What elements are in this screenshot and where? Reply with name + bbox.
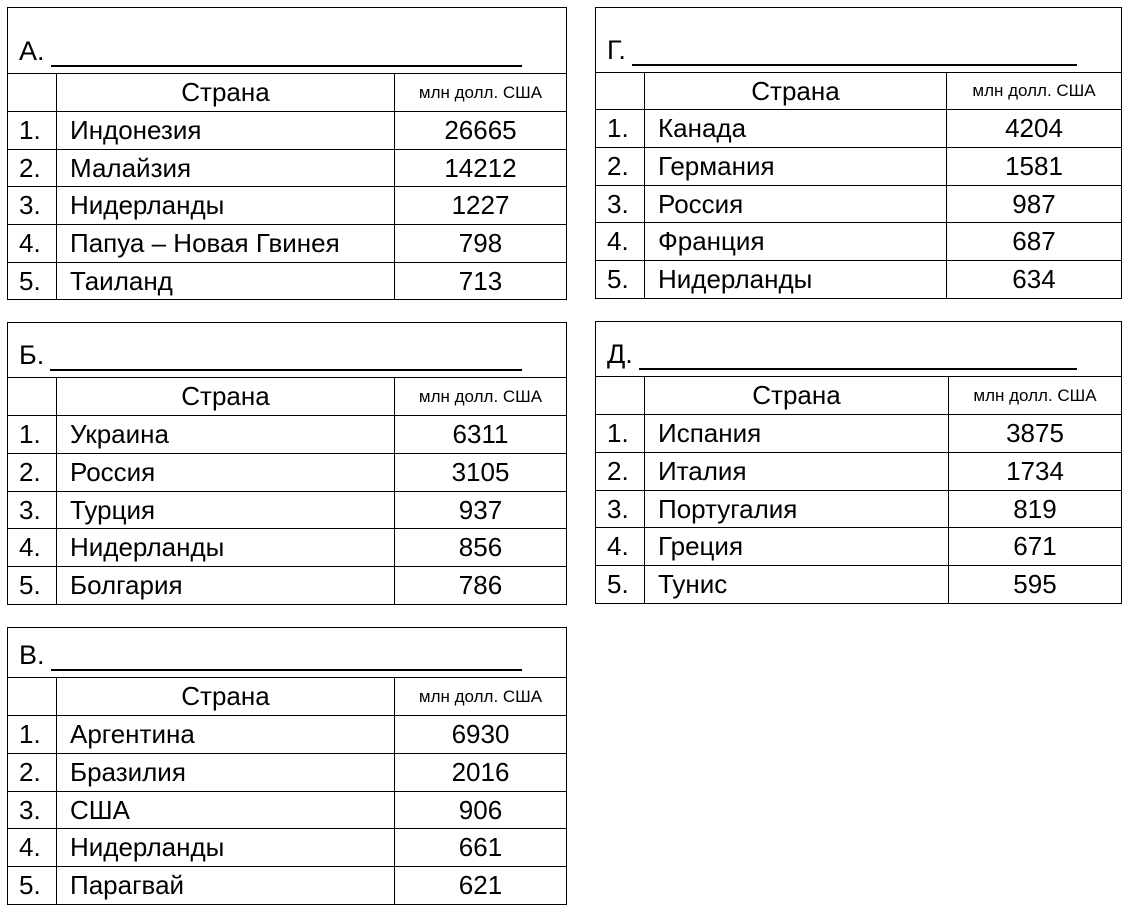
- row-value: 1734: [949, 453, 1122, 491]
- table-row: [8, 867, 567, 905]
- table-row: [8, 150, 567, 187]
- header-unit: млн долл. США: [395, 678, 567, 716]
- row-number: 5.: [596, 566, 645, 604]
- row-number: 2.: [596, 453, 645, 491]
- table-row: [8, 416, 567, 454]
- row-country: Украина: [57, 416, 395, 454]
- row-number: 2.: [8, 754, 57, 792]
- row-number: 4.: [596, 528, 645, 566]
- table-row: [596, 223, 1122, 261]
- row-number: 3.: [8, 492, 57, 529]
- row-value: 1581: [947, 148, 1122, 186]
- table-row: [596, 491, 1122, 528]
- row-number: 4.: [8, 829, 57, 867]
- row-country: Турция: [57, 492, 395, 529]
- row-country: Парагвай: [57, 867, 395, 905]
- table-row: [8, 716, 567, 754]
- row-value: 2016: [395, 754, 567, 792]
- row-country: Канада: [645, 110, 947, 148]
- row-country: Россия: [645, 186, 947, 223]
- header-country: Страна: [57, 678, 395, 716]
- table-row: [8, 225, 567, 263]
- table-v: [7, 627, 567, 905]
- row-number: 5.: [8, 567, 57, 605]
- table-row: [8, 754, 567, 792]
- row-value: 987: [947, 186, 1122, 223]
- answer-blank: [51, 647, 522, 671]
- row-country: Франция: [645, 223, 947, 261]
- row-value: 4204: [947, 110, 1122, 148]
- row-value: 687: [947, 223, 1122, 261]
- row-country: Италия: [645, 453, 949, 491]
- row-number: 2.: [8, 454, 57, 492]
- row-number: 1.: [596, 415, 645, 453]
- table-row: [8, 792, 567, 829]
- table-row: [596, 186, 1122, 223]
- row-value: 713: [395, 263, 567, 300]
- row-value: 6930: [395, 716, 567, 754]
- table-row: [8, 829, 567, 867]
- row-country: Аргентина: [57, 716, 395, 754]
- table-title: [8, 8, 567, 74]
- row-number: 4.: [8, 225, 57, 263]
- header-unit: млн долл. США: [395, 74, 567, 112]
- header-num: [8, 74, 57, 112]
- row-country: Болгария: [57, 567, 395, 605]
- row-country: Нидерланды: [57, 829, 395, 867]
- row-value: 786: [395, 567, 567, 605]
- table-title: [8, 628, 567, 678]
- row-value: 26665: [395, 112, 567, 150]
- table-a: [7, 7, 567, 300]
- table-row: [8, 492, 567, 529]
- table-row: [596, 415, 1122, 453]
- row-country: Португалия: [645, 491, 949, 528]
- row-number: 1.: [596, 110, 645, 148]
- header-num: [8, 378, 57, 416]
- row-value: 856: [395, 529, 567, 567]
- header-row: [8, 74, 567, 112]
- row-value: 6311: [395, 416, 567, 454]
- header-country: Страна: [57, 74, 395, 112]
- table-b: [7, 322, 567, 605]
- row-value: 671: [949, 528, 1122, 566]
- row-country: Греция: [645, 528, 949, 566]
- row-value: 819: [949, 491, 1122, 528]
- row-value: 3875: [949, 415, 1122, 453]
- row-value: 595: [949, 566, 1122, 604]
- table-label: Б.: [19, 340, 45, 370]
- row-number: 4.: [8, 529, 57, 567]
- table-row: [596, 261, 1122, 299]
- row-country: США: [57, 792, 395, 829]
- header-unit: млн долл. США: [949, 377, 1122, 415]
- table-row: [8, 529, 567, 567]
- row-country: Тунис: [645, 566, 949, 604]
- table-d: [595, 321, 1122, 604]
- row-number: 1.: [8, 716, 57, 754]
- row-number: 3.: [8, 792, 57, 829]
- header-num: [596, 73, 645, 110]
- answer-blank: [632, 42, 1077, 66]
- header-row: [8, 378, 567, 416]
- row-value: 798: [395, 225, 567, 263]
- answer-blank: [51, 43, 522, 67]
- table-label: В.: [19, 640, 45, 670]
- header-row: [596, 73, 1122, 110]
- header-unit: млн долл. США: [395, 378, 567, 416]
- row-country: Бразилия: [57, 754, 395, 792]
- row-value: 906: [395, 792, 567, 829]
- row-value: 1227: [395, 187, 567, 225]
- table-row: [596, 566, 1122, 604]
- header-row: [8, 678, 567, 716]
- row-country: Папуа – Новая Гвинея: [57, 225, 395, 263]
- row-number: 5.: [596, 261, 645, 299]
- row-number: 4.: [596, 223, 645, 261]
- table-row: [596, 110, 1122, 148]
- answer-blank: [50, 347, 522, 371]
- table-row: [8, 567, 567, 605]
- table-label: Г.: [607, 35, 626, 65]
- table-label: А.: [19, 36, 45, 66]
- table-row: [8, 263, 567, 300]
- table-row: [596, 148, 1122, 186]
- header-row: [596, 377, 1122, 415]
- header-country: Страна: [645, 73, 947, 110]
- row-number: 3.: [596, 491, 645, 528]
- table-row: [596, 453, 1122, 491]
- row-country: Нидерланды: [57, 529, 395, 567]
- row-country: Малайзия: [57, 150, 395, 187]
- row-number: 2.: [8, 150, 57, 187]
- table-label: Д.: [607, 339, 633, 369]
- row-number: 1.: [8, 112, 57, 150]
- row-country: Испания: [645, 415, 949, 453]
- header-country: Страна: [645, 377, 949, 415]
- row-number: 1.: [8, 416, 57, 454]
- row-value: 621: [395, 867, 567, 905]
- header-num: [596, 377, 645, 415]
- row-country: Нидерланды: [645, 261, 947, 299]
- row-country: Россия: [57, 454, 395, 492]
- row-country: Индонезия: [57, 112, 395, 150]
- row-number: 3.: [596, 186, 645, 223]
- row-number: 3.: [8, 187, 57, 225]
- row-country: Таиланд: [57, 263, 395, 300]
- row-value: 634: [947, 261, 1122, 299]
- table-row: [8, 187, 567, 225]
- answer-blank: [639, 346, 1077, 370]
- header-unit: млн долл. США: [947, 73, 1122, 110]
- table-g: [595, 7, 1122, 299]
- row-number: 5.: [8, 867, 57, 905]
- row-number: 5.: [8, 263, 57, 300]
- row-country: Германия: [645, 148, 947, 186]
- table-title: [596, 322, 1122, 377]
- table-row: [8, 454, 567, 492]
- row-value: 3105: [395, 454, 567, 492]
- table-title: [8, 323, 567, 378]
- table-row: [596, 528, 1122, 566]
- header-country: Страна: [57, 378, 395, 416]
- row-value: 661: [395, 829, 567, 867]
- table-row: [8, 112, 567, 150]
- table-title: [596, 8, 1122, 73]
- row-country: Нидерланды: [57, 187, 395, 225]
- header-num: [8, 678, 57, 716]
- row-value: 937: [395, 492, 567, 529]
- row-number: 2.: [596, 148, 645, 186]
- row-value: 14212: [395, 150, 567, 187]
